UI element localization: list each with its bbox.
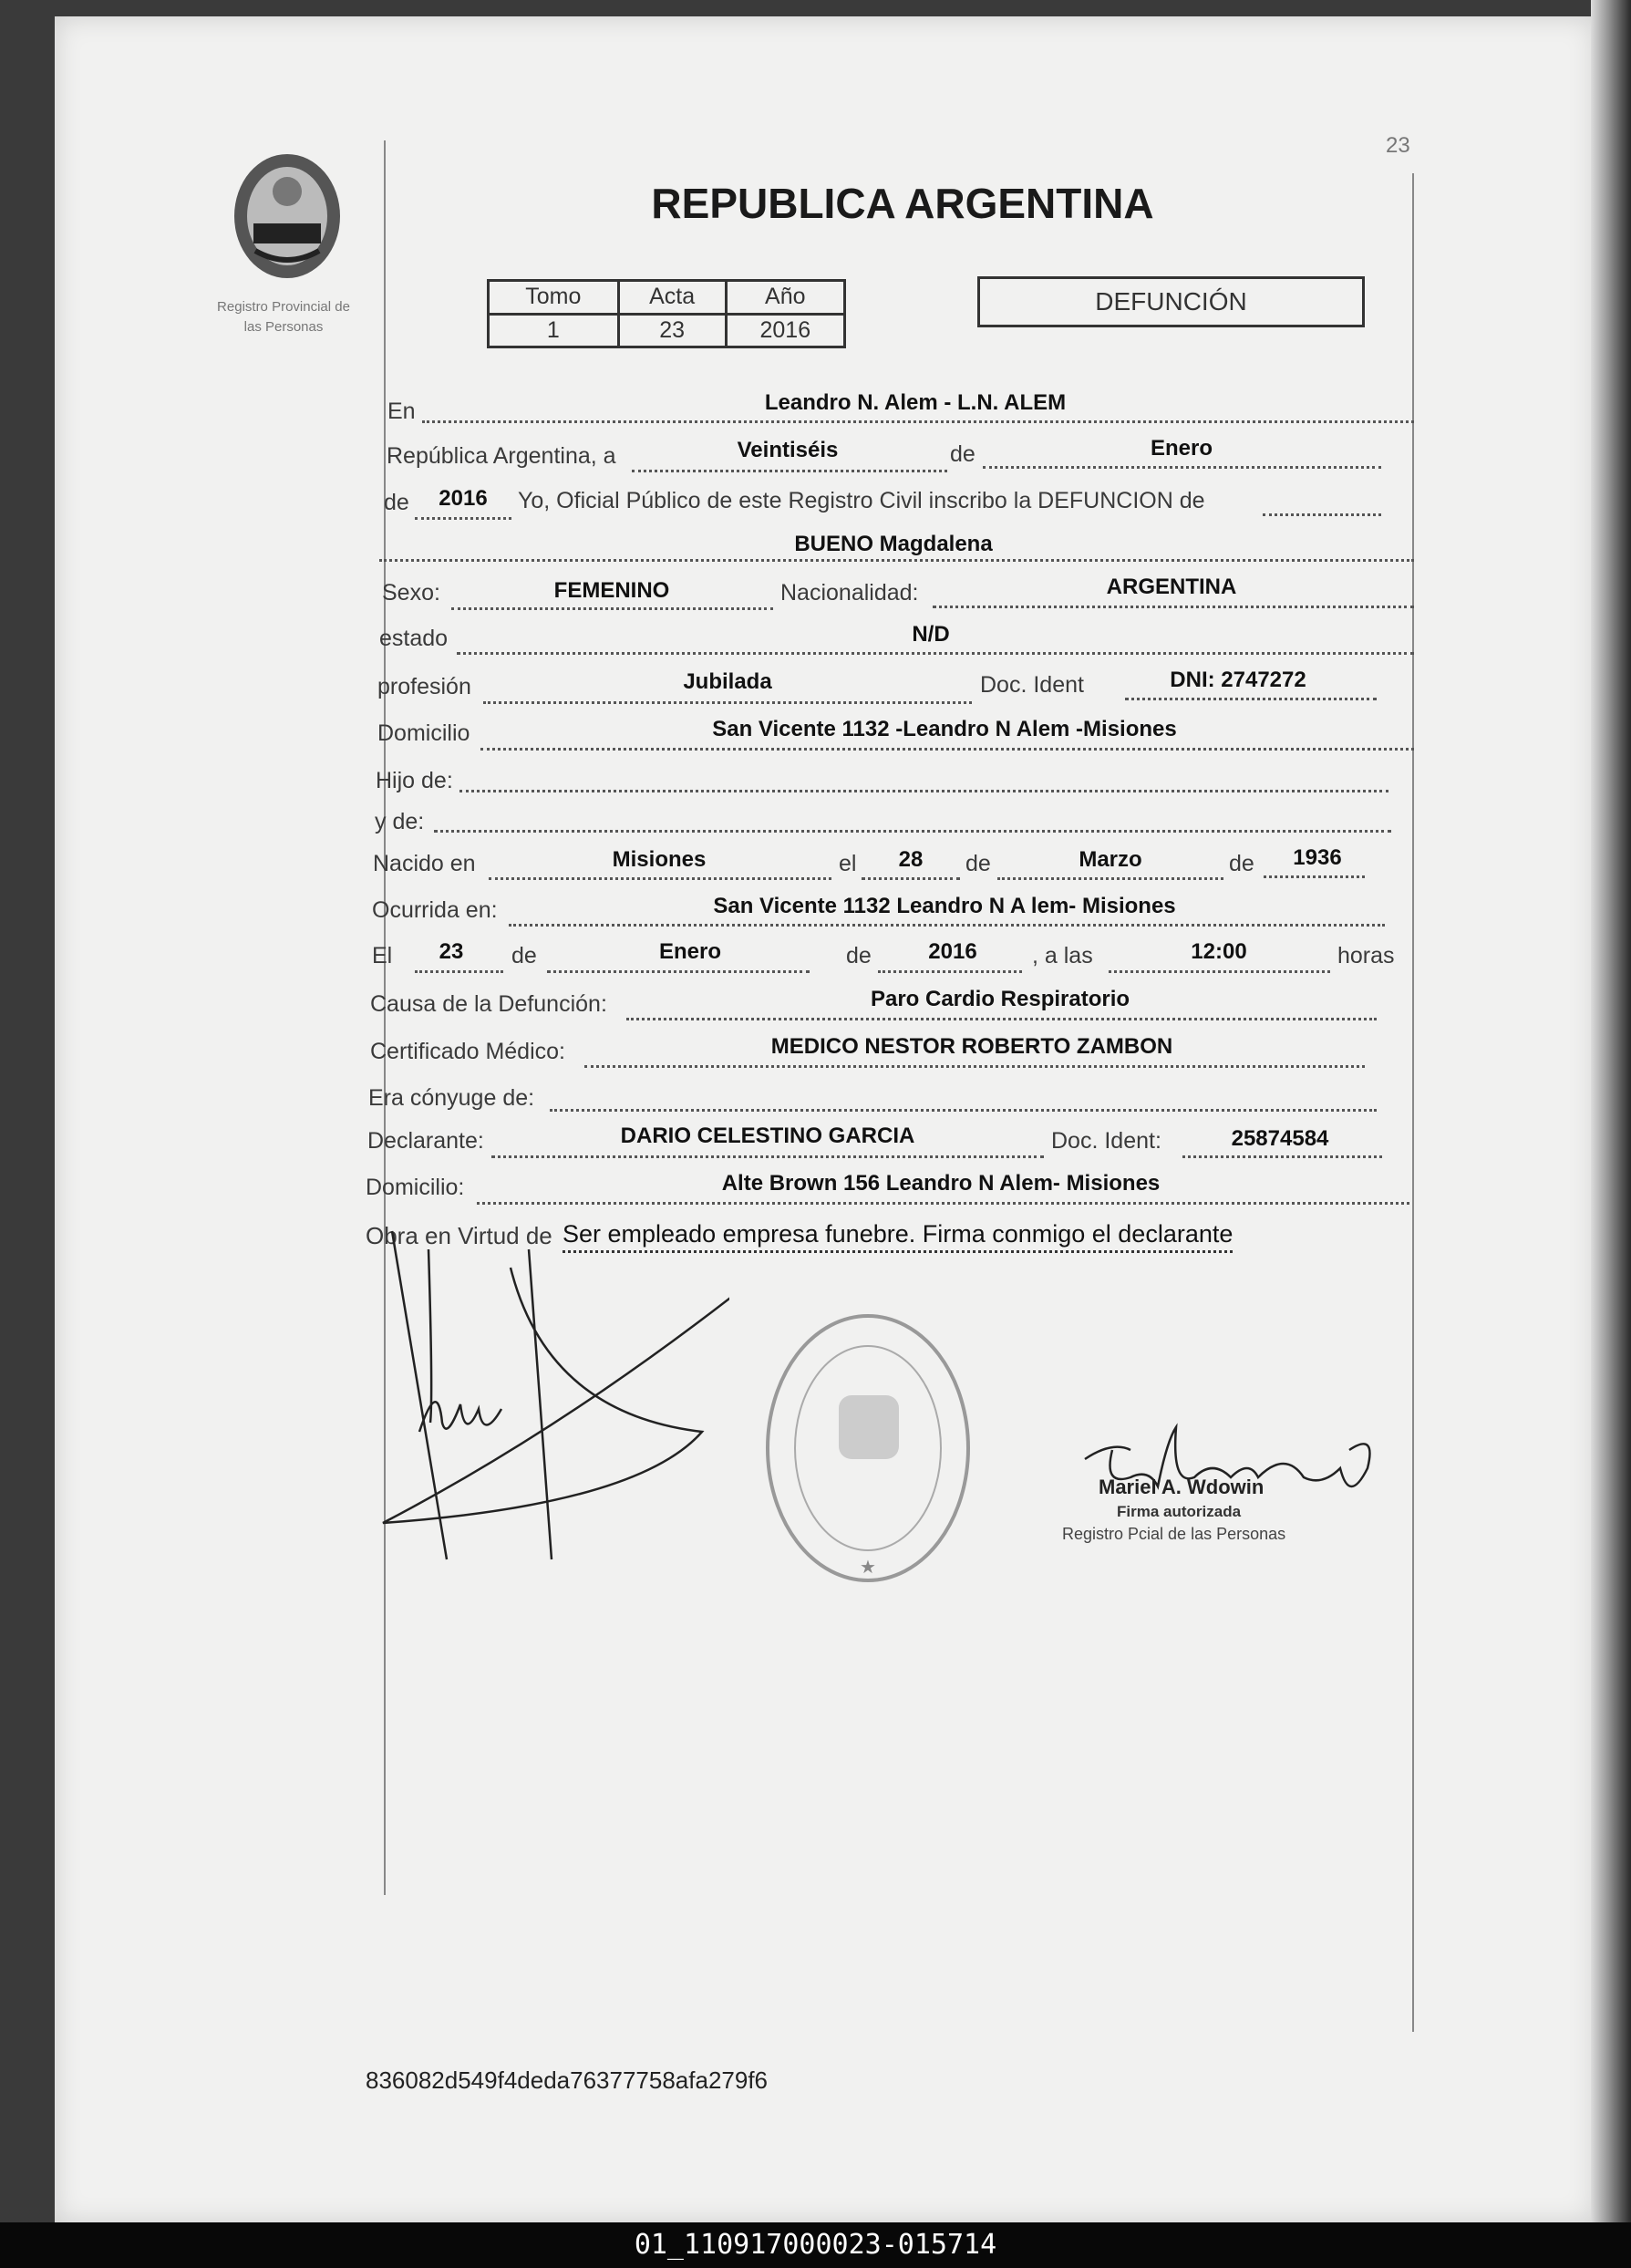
dotted-line xyxy=(584,1065,1365,1068)
page-number: 23 xyxy=(1386,133,1410,158)
dotted-line xyxy=(457,652,1414,655)
svg-text:★: ★ xyxy=(860,1558,876,1578)
misiones-coat-of-arms-logo xyxy=(228,150,346,283)
death-time-value: 12:00 xyxy=(1191,939,1247,964)
y-de-label: y de: xyxy=(375,809,425,834)
year-value: 2016 xyxy=(439,486,488,511)
ocurrida-en-value: San Vicente 1132 Leandro N A lem- Misiones xyxy=(713,894,1176,918)
declarante-doc-value: 25874584 xyxy=(1231,1126,1329,1151)
estado-value: N/D xyxy=(912,622,950,647)
statement-text: Yo, Oficial Público de este Registro Civil inscribo la DEFUNCION de xyxy=(518,488,1205,513)
header-tomo: Tomo xyxy=(489,281,619,315)
dotted-line xyxy=(451,607,773,610)
official-name: Mariel A. Wdowin xyxy=(1099,1476,1265,1498)
birth-year-value: 1936 xyxy=(1293,845,1342,870)
declarant-signature xyxy=(365,1213,729,1578)
header-ano: Año xyxy=(726,281,844,315)
dotted-line xyxy=(1109,970,1330,973)
certificado-label: Certificado Médico: xyxy=(370,1039,565,1064)
birthplace-value: Misiones xyxy=(612,847,707,872)
page-title: REPUBLICA ARGENTINA xyxy=(651,180,1154,227)
dotted-line xyxy=(550,1109,1377,1112)
el-label: el xyxy=(839,851,857,876)
birth-day-value: 28 xyxy=(898,847,924,872)
horas-label: horas xyxy=(1337,943,1395,968)
dotted-line xyxy=(415,970,503,973)
dotted-line xyxy=(1125,698,1377,700)
official-office: Registro Pcial de las Personas xyxy=(1062,1525,1286,1543)
dotted-line xyxy=(434,830,1391,833)
footer-bar xyxy=(0,2222,1631,2268)
declarante-value: DARIO CELESTINO GARCIA xyxy=(620,1124,915,1148)
dotted-line xyxy=(489,877,831,880)
value-ano: 2016 xyxy=(726,314,844,347)
document-hash: 836082d549f4deda76377758afa279f6 xyxy=(366,2066,769,2094)
el-label: El xyxy=(372,943,393,968)
declarante-label: Declarante: xyxy=(367,1128,484,1154)
official-role: Firma autorizada xyxy=(1117,1503,1242,1520)
left-margin-line xyxy=(384,140,386,1895)
dotted-line xyxy=(983,466,1381,469)
deceased-name-value: BUENO Magdalena xyxy=(794,532,993,556)
death-year-value: 2016 xyxy=(928,939,977,964)
value-acta: 23 xyxy=(618,314,726,347)
doc-ident-label: Doc. Ident xyxy=(980,672,1084,698)
nacionalidad-value: ARGENTINA xyxy=(1106,575,1237,599)
en-value: Leandro N. Alem - L.N. ALEM xyxy=(764,390,1067,415)
dotted-line xyxy=(878,970,1022,973)
death-month-value: Enero xyxy=(658,939,721,964)
death-day-value: 23 xyxy=(439,939,464,964)
dotted-line xyxy=(379,559,1414,562)
dotted-line xyxy=(933,606,1414,608)
dotted-line xyxy=(491,1155,1044,1158)
dotted-line xyxy=(547,970,810,973)
profesion-label: profesión xyxy=(377,674,471,699)
de-label: de xyxy=(846,943,872,968)
conyuge-label: Era cónyuge de: xyxy=(368,1085,535,1111)
obra-label: Obra en Virtud de xyxy=(366,1222,552,1249)
de-label: de xyxy=(950,441,976,467)
dotted-line xyxy=(1263,513,1381,516)
estado-label: estado xyxy=(379,626,449,651)
en-label: En xyxy=(387,399,416,424)
ocurrida-en-label: Ocurrida en: xyxy=(372,897,498,923)
domicilio-label: Domicilio xyxy=(377,720,470,746)
dotted-line xyxy=(1264,875,1365,878)
dotted-line xyxy=(415,517,511,520)
obra-value: Ser empleado empresa funebre. Firma conmigo el declarante xyxy=(563,1220,1233,1253)
causa-value: Paro Cardio Respiratorio xyxy=(870,987,1130,1011)
de-label: de xyxy=(384,490,409,515)
dotted-line xyxy=(509,924,1385,927)
logo-caption-line2: las Personas xyxy=(243,319,324,335)
day-value: Veintiséis xyxy=(737,438,839,462)
domicilio-label-2: Domicilio: xyxy=(366,1175,465,1200)
record-type-box: DEFUNCIÓN xyxy=(977,276,1365,327)
hijo-de-label: Hijo de: xyxy=(376,768,453,793)
dotted-line xyxy=(632,470,947,472)
domicilio-value: San Vicente 1132 -Leandro N Alem -Misiones xyxy=(712,717,1177,741)
logo-caption-line1: Registro Provincial de xyxy=(217,299,350,315)
profesion-value: Jubilada xyxy=(683,669,772,694)
dotted-line xyxy=(626,1018,1377,1020)
official-stamp xyxy=(757,1304,985,1596)
month-value: Enero xyxy=(1150,436,1213,461)
register-table xyxy=(487,279,846,348)
book-binding-edge xyxy=(1591,0,1631,2222)
birth-month-value: Marzo xyxy=(1079,847,1142,872)
a-las-label: , a las xyxy=(1032,943,1093,968)
causa-label: Causa de la Defunción: xyxy=(370,991,607,1017)
certificado-value: MEDICO NESTOR ROBERTO ZAMBON xyxy=(770,1034,1173,1059)
dotted-line xyxy=(862,877,960,880)
nacido-en-label: Nacido en xyxy=(373,851,476,876)
domicilio-value-2: Alte Brown 156 Leandro N Alem- Misiones xyxy=(721,1171,1161,1196)
dotted-line xyxy=(422,420,1414,423)
dotted-line xyxy=(1182,1155,1382,1158)
dotted-line xyxy=(483,701,972,704)
register-value-row xyxy=(489,314,845,347)
dotted-line xyxy=(477,1202,1409,1205)
dotted-line xyxy=(459,790,1388,792)
value-tomo: 1 xyxy=(489,314,619,347)
nacionalidad-label: Nacionalidad: xyxy=(780,580,919,606)
dotted-line xyxy=(997,877,1223,880)
doc-ident-value: DNI: 2747272 xyxy=(1170,668,1306,692)
doc-ident-label-2: Doc. Ident: xyxy=(1051,1128,1161,1154)
de-label: de xyxy=(965,851,991,876)
de-label: de xyxy=(1229,851,1254,876)
republica-label: República Argentina, a xyxy=(387,443,616,469)
sexo-value: FEMENINO xyxy=(553,578,670,603)
sexo-label: Sexo: xyxy=(382,580,440,606)
footer-id: 01_110917000023-015714 xyxy=(634,2229,997,2261)
header-acta: Acta xyxy=(618,281,726,315)
de-label: de xyxy=(511,943,537,968)
dotted-line xyxy=(480,748,1414,751)
register-header-row xyxy=(489,281,845,315)
